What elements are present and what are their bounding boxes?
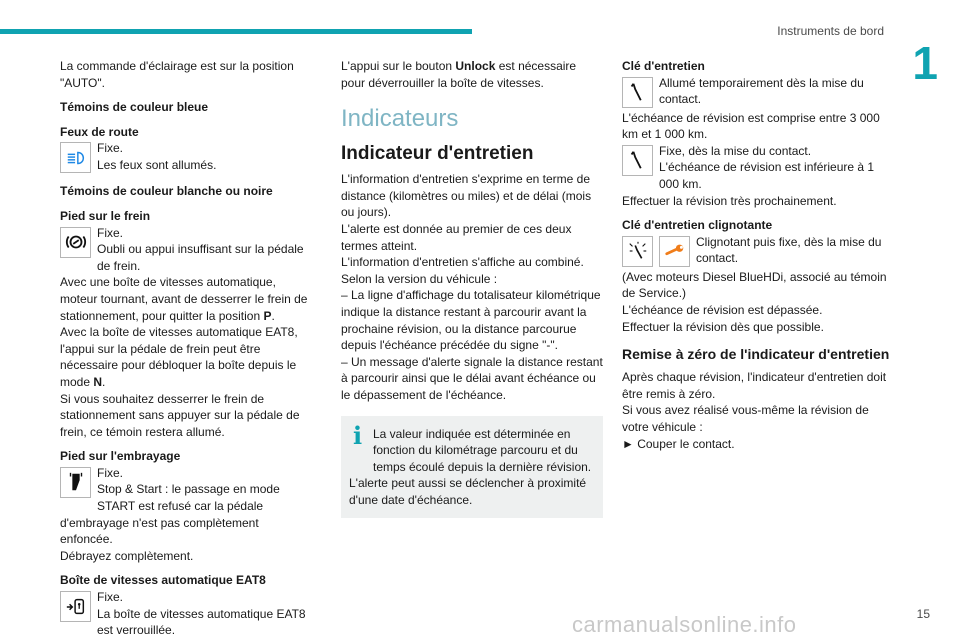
maintenance-p3: L'information d'entretien s'affiche au combiné. Selon la version du véhicule : <box>341 255 584 286</box>
wrench-entry-1 <box>622 75 892 110</box>
white-lights-heading: Témoins de couleur blanche ou noire <box>60 184 273 199</box>
reset-step-1: ► Couper le contact. <box>622 436 735 451</box>
reset-p1: Après chaque révision, l'indicateur d'entretien doit être remis à zéro. <box>622 370 887 401</box>
eat8-state: Fixe. <box>97 590 124 605</box>
blinking-wrench-diesel: (Avec moteurs Diesel BlueHDi, associé au témoin de Service.) <box>622 269 887 301</box>
blinking-wrench-overdue: L'échéance de révision est dépassée. <box>622 302 823 317</box>
lighting-intro: La commande d'éclairage est sur la position "AUTO". <box>60 59 294 90</box>
eat8-title: Boîte de vitesses automatique EAT8 <box>60 573 266 588</box>
wrench-range: L'échéance de révision est comprise entre 3 000 km et 1 000 km. <box>622 110 880 142</box>
clutch-entry <box>60 465 312 548</box>
brake-title: Pied sur le frein <box>60 208 151 223</box>
blinking-wrench-desc: Clignotant puis fixe, dès la mise du contact. <box>696 234 882 266</box>
chapter-number: 1 <box>912 37 938 89</box>
column-3 <box>622 58 892 452</box>
wrench-temporary-desc: Allumé temporairement dès la mise du contact. <box>659 75 864 107</box>
high-beam-state: Fixe. <box>97 141 124 156</box>
section-header-title: Instruments de bord <box>777 24 884 38</box>
info-box <box>341 416 603 519</box>
brake-note-1: Avec une boîte de vitesses automatique, moteur tournant, avant de desserrer le frein de stationnement, pour quitter la position P. <box>60 275 308 323</box>
blinking-wrench-entry <box>622 234 892 269</box>
gearbox-lock-icon <box>60 591 91 622</box>
blinking-wrench-icon <box>622 236 653 267</box>
blinking-wrench-advice: Effectuer la révision dès que possible. <box>622 319 824 334</box>
wrench-icon <box>622 77 653 108</box>
maintenance-indicator-title: Indicateur d'entretien <box>341 143 534 165</box>
blinking-wrench-title: Clé d'entretien clignotante <box>622 218 773 233</box>
watermark: carmanualsonline.info <box>572 612 797 637</box>
column-2 <box>341 58 603 518</box>
wrench-fixed-range: L'échéance de révision est inférieure à 1 000 km. <box>659 160 875 191</box>
eat8-desc: La boîte de vitesses automatique EAT8 est verrouillée. <box>97 606 306 638</box>
brake-state: Fixe. <box>97 225 124 240</box>
clutch-action: Débrayez complètement. <box>60 548 194 563</box>
maintenance-p2: L'alerte est donnée au premier de ces deux termes atteint. <box>341 221 572 253</box>
wrench-entry-2 <box>622 143 892 193</box>
high-beam-entry <box>60 140 312 175</box>
high-beam-title: Feux de route <box>60 124 139 139</box>
high-beam-desc: Les feux sont allumés. <box>97 157 217 172</box>
clutch-desc: Stop & Start : le passage en mode START est refusé car la pédale d'embrayage n'est pas complètement enfoncée. <box>60 482 280 547</box>
reset-p2: Si vous avez réalisé vous-même la révision de votre véhicule : <box>622 403 869 434</box>
section-title: Indicateurs <box>341 105 459 133</box>
clutch-state: Fixe. <box>97 465 124 480</box>
brake-note-2: Avec la boîte de vitesses automatique EAT8, l'appui sur la pédale de frein peut être nécessaire pour débloquer la boîte depuis le mode N. <box>60 325 298 389</box>
high-beam-icon <box>60 142 91 173</box>
wrench-icon <box>622 145 653 176</box>
brake-note-3: Si vous souhaitez desserrer le frein de stationnement sans appuyer sur la pédale de frein, ce témoin restera allumé. <box>60 391 300 439</box>
orange-wrench-icon <box>659 236 690 267</box>
wrench-advice: Effectuer la révision très prochainement. <box>622 193 837 208</box>
wrench-fixed-desc: Fixe, dès la mise du contact. <box>659 143 812 158</box>
maintenance-p4: – La ligne d'affichage du totalisateur kilométrique indique la distance restant à parcourir avant la prochaine révision, ou la distance parcourue depuis l'échéance précédée du signe "-". <box>341 288 601 353</box>
reset-title: Remise à zéro de l'indicateur d'entretien <box>622 346 890 363</box>
brake-desc: Oubli ou appui insuffisant sur la pédale de frein. <box>97 242 304 273</box>
maintenance-p5: – Un message d'alerte signale la distance restant à parcourir ainsi que le délai avant échéance ou le dépassement de l'échéance. <box>341 354 603 402</box>
info-text-2: L'alerte peut aussi se déclencher à proximité d'une date d'échéance. <box>349 476 587 507</box>
eat8-entry <box>60 589 312 639</box>
info-text-1: La valeur indiquée est déterminée en fonction du kilométrage parcouru et du temps écoulé depuis la dernière révision. <box>373 426 592 474</box>
brake-pedal-icon <box>60 227 91 258</box>
unlock-note: L'appui sur le bouton Unlock est nécessaire pour déverrouiller la boîte de vitesses. <box>341 59 577 90</box>
clutch-title: Pied sur l'embrayage <box>60 449 181 464</box>
info-icon: i <box>353 420 363 450</box>
clutch-foot-icon <box>60 467 91 498</box>
wrench-title: Clé d'entretien <box>622 59 705 73</box>
blue-lights-heading: Témoins de couleur bleue <box>60 100 209 115</box>
brake-entry <box>60 225 312 275</box>
header-accent-bar <box>0 29 472 34</box>
column-1 <box>60 58 312 639</box>
maintenance-p1: L'information d'entretien s'exprime en terme de distance (kilomètres ou miles) et de délai (mois ou jours). <box>341 172 592 220</box>
page-number: 15 <box>916 607 930 621</box>
